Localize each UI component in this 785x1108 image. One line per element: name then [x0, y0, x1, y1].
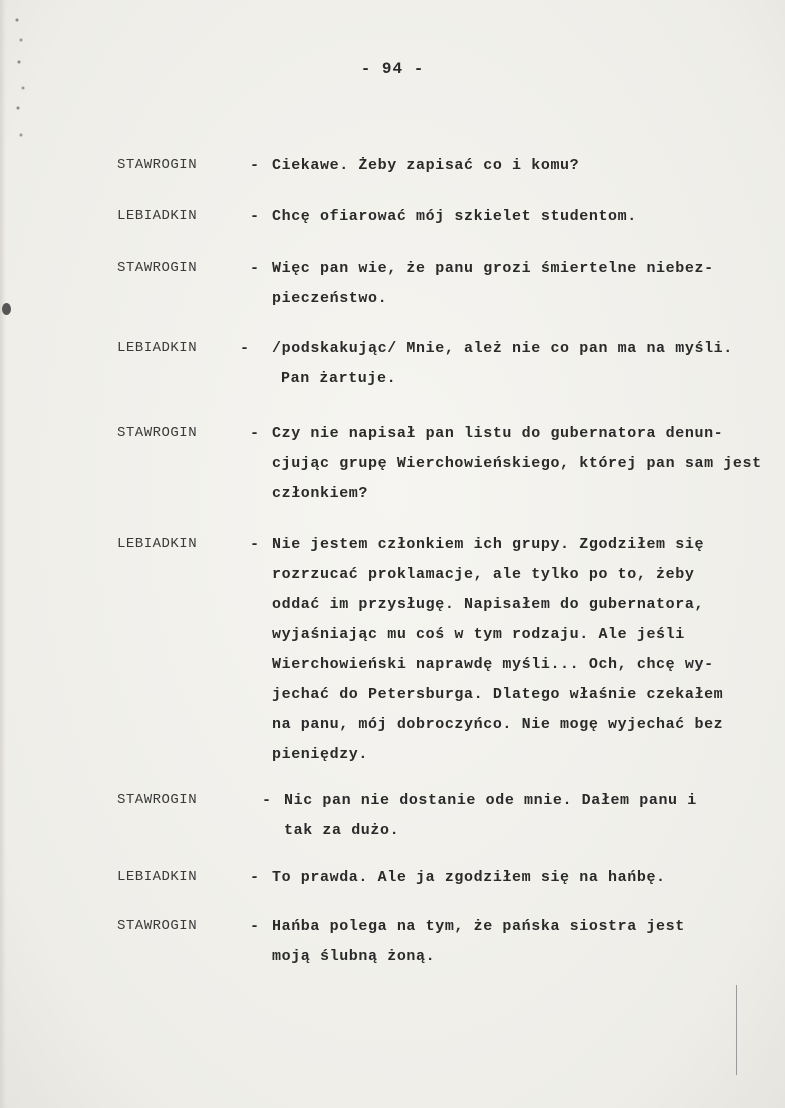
- dialogue-dash: -: [250, 157, 260, 174]
- dialogue-line: tak za dużo.: [284, 822, 400, 839]
- dialogue-line: Chcę ofiarować mój szkielet studentom.: [272, 208, 637, 225]
- speaker-name: STAWROGIN: [117, 260, 198, 276]
- speaker-name: STAWROGIN: [117, 792, 198, 808]
- dialogue-line: moją ślubną żoną.: [272, 948, 436, 965]
- dialogue-dash: -: [250, 425, 260, 442]
- dialogue-line: Hańba polega na tym, że pańska siostra jest: [272, 918, 685, 935]
- dialogue-line: Ciekawe. Żeby zapisać co i komu?: [272, 157, 580, 174]
- dialogue-line: wyjaśniając mu coś w tym rodzaju. Ale jeśli: [272, 626, 685, 643]
- speaker-name: LEBIADKIN: [117, 536, 198, 552]
- page-number: - 94 -: [360, 60, 425, 78]
- dialogue-line: oddać im przysługę. Napisałem do gubernatora,: [272, 596, 705, 613]
- dialogue-line: pieczeństwo.: [272, 290, 388, 307]
- dialogue-line: Nic pan nie dostanie ode mnie. Dałem panu i: [284, 792, 697, 809]
- speaker-name: LEBIADKIN: [117, 340, 198, 356]
- dialogue-line: członkiem?: [272, 485, 369, 502]
- dialogue-line: rozrzucać proklamacje, ale tylko po to, żeby: [272, 566, 695, 583]
- dialogue-dash: -: [262, 792, 272, 809]
- punch-hole-mark: [2, 303, 11, 315]
- dialogue-line: Nie jestem członkiem ich grupy. Zgodziłem się: [272, 536, 705, 553]
- dialogue-line: jechać do Petersburga. Dlatego właśnie czekałem: [272, 686, 724, 703]
- dialogue-line: cjując grupę Wierchowieńskiego, której pan sam jest: [272, 455, 762, 472]
- dialogue-line: To prawda. Ale ja zgodziłem się na hańbę.: [272, 869, 666, 886]
- dialogue-dash: -: [250, 918, 260, 935]
- speaker-name: STAWROGIN: [117, 918, 198, 934]
- dialogue-dash: -: [250, 869, 260, 886]
- margin-scratch: [736, 985, 737, 1075]
- dialogue-dash: -: [250, 536, 260, 553]
- dialogue-line: /podskakując/ Mnie, ależ nie co pan ma na myśli.: [272, 340, 733, 357]
- dialogue-line: Pan żartuje.: [281, 370, 397, 387]
- speaker-name: STAWROGIN: [117, 157, 198, 173]
- speaker-name: LEBIADKIN: [117, 208, 198, 224]
- speaker-name: LEBIADKIN: [117, 869, 198, 885]
- dialogue-dash: -: [240, 340, 250, 357]
- speaker-name: STAWROGIN: [117, 425, 198, 441]
- dialogue-line: na panu, mój dobroczyńco. Nie mogę wyjechać bez: [272, 716, 724, 733]
- dialogue-dash: -: [250, 260, 260, 277]
- dialogue-line: Więc pan wie, że panu grozi śmiertelne niebez-: [272, 260, 714, 277]
- dialogue-line: Czy nie napisał pan listu do gubernatora denun-: [272, 425, 724, 442]
- dialogue-line: Wierchowieński naprawdę myśli... Och, chcę wy-: [272, 656, 714, 673]
- dialogue-line: pieniędzy.: [272, 746, 369, 763]
- dialogue-dash: -: [250, 208, 260, 225]
- page-edge-shadow: [0, 0, 6, 1108]
